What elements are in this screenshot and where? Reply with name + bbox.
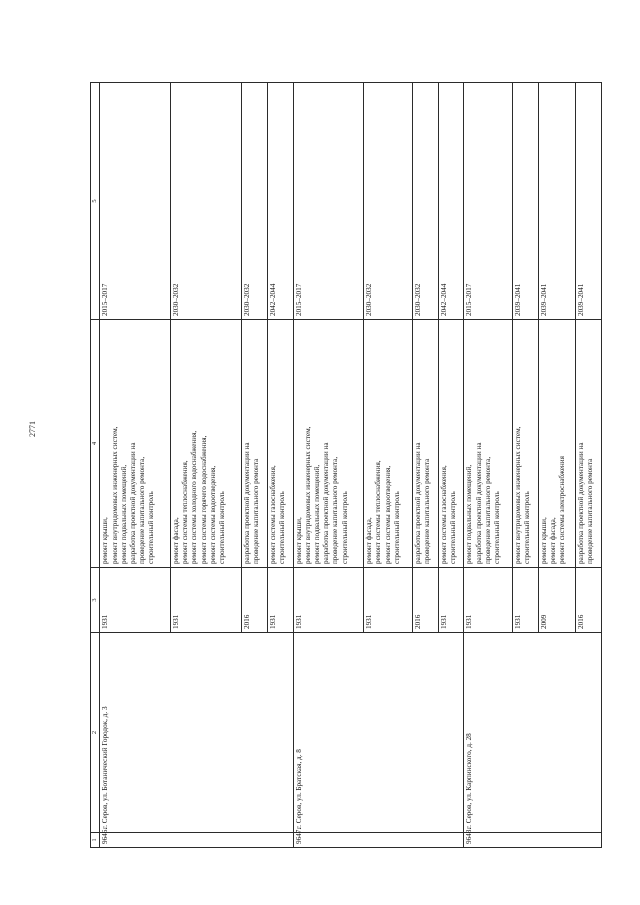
construction-year: 1931 [364,568,412,633]
planned-period: 2042–2044 [438,83,464,320]
planned-period: 2030–2032 [170,83,241,320]
works-list [512,320,538,568]
work-item: разработка проектной документации на [242,442,251,564]
work-item: строительный контроль [218,491,227,564]
work-item: проведение капитального ремонта [251,458,260,564]
table-row [100,83,171,848]
works-list [241,320,267,568]
work-item: разработка проектной документации на [322,442,331,564]
work-item: строительный контроль [147,491,156,564]
work-item: строительный контроль [448,491,457,564]
work-item: ремонт фасада, [365,517,374,564]
planned-period: 2015–2017 [100,83,171,320]
construction-year: 2016 [241,568,267,633]
work-item: ремонт системы электроснабжения [558,456,567,564]
works-list [438,320,464,568]
work-item: строительный контроль [340,491,349,564]
work-item: ремонт крыши, [539,517,548,564]
planned-period: 2039–2041 [512,83,538,320]
works-list [293,320,364,568]
entry-number: 9646. [100,833,293,848]
entry-address: г. Серов, ул. Братская, д. 8 [293,633,464,833]
work-item: разработка проектной документации на [576,442,585,564]
works-list [538,320,575,568]
works-list [267,320,293,568]
work-item: строительный контроль [277,491,286,564]
work-item: проведение капитального ремонта [422,458,431,564]
construction-year: 2016 [412,568,438,633]
construction-year: 1931 [293,568,364,633]
work-item: строительный контроль [493,491,502,564]
rotated-table-wrapper [90,83,602,848]
work-item: проведение капитального ремонта, [331,456,340,564]
work-item: ремонт системы теплоснабжения, [181,460,190,564]
page-number: 2771 [28,421,37,437]
header-row [91,83,100,848]
work-item: ремонт системы теплоснабжения, [374,460,383,564]
header-col-2: 2 [91,633,100,833]
planned-period: 2030–2032 [364,83,412,320]
work-item: разработка проектной документации на [128,442,137,564]
work-item: ремонт фасада, [171,517,180,564]
schedule-table [90,82,602,848]
construction-year: 2016 [575,568,601,633]
construction-year: 1931 [464,568,512,633]
work-item: ремонт подвальных помещений, [465,464,474,564]
construction-year: 1931 [438,568,464,633]
work-item: ремонт системы газоснабжения, [439,465,448,564]
work-item: проведение капитального ремонта, [138,456,147,564]
work-item: строительный контроль [392,491,401,564]
construction-year: 1931 [170,568,241,633]
entry-number: 9648. [464,833,602,848]
work-item: ремонт крыши, [101,517,110,564]
planned-period: 2039–2041 [538,83,575,320]
works-list [575,320,601,568]
works-list [464,320,512,568]
work-item: ремонт системы холодного водоснабжения, [190,430,199,564]
entry-address: г. Серов, ул. Ботанический Городок, д. 3 [100,633,293,833]
planned-period: 2039–2041 [575,83,601,320]
works-list [412,320,438,568]
work-item: ремонт системы газоснабжения, [268,465,277,564]
planned-period: 2042–2044 [267,83,293,320]
work-item: разработка проектной документации на [413,442,422,564]
header-col-1: 1 [91,833,100,848]
table-body [100,83,602,848]
planned-period: 2015–2017 [464,83,512,320]
work-item: ремонт подвальных помещений, [119,464,128,564]
construction-year: 1931 [100,568,171,633]
planned-period: 2015–2017 [293,83,364,320]
work-item: проведение капитального ремонта, [483,456,492,564]
construction-year: 1931 [267,568,293,633]
works-list [364,320,412,568]
work-item: ремонт системы водоотведения, [383,465,392,564]
work-item: ремонт системы водоотведения, [208,465,217,564]
construction-year: 1931 [512,568,538,633]
header-col-4: 4 [91,320,100,568]
header-col-3: 3 [91,568,100,633]
planned-period: 2030–2032 [412,83,438,320]
work-item: ремонт фасада, [548,517,557,564]
header-col-5: 5 [91,83,100,320]
work-item: ремонт внутридомовых инженерных систем, [303,426,312,564]
work-item: разработка проектной документации на [474,442,483,564]
construction-year: 2009 [538,568,575,633]
table-row [464,83,512,848]
table-row [293,83,364,848]
work-item: ремонт внутридомовых инженерных систем, [110,426,119,564]
entry-number: 9647. [293,833,464,848]
work-item: ремонт системы горячего водоснабжения, [199,435,208,564]
work-item: строительный контроль [523,491,531,564]
works-list [170,320,241,568]
planned-period: 2030–2032 [241,83,267,320]
work-item: проведение капитального ремонта [586,458,595,564]
entry-address: г. Серов, ул. Карпинского, д. 28 [464,633,602,833]
work-item: ремонт подвальных помещений, [313,464,321,564]
works-list [100,320,171,568]
work-item: ремонт крыши, [294,517,303,564]
work-item: ремонт внутридомовых инженерных систем, [513,426,522,564]
